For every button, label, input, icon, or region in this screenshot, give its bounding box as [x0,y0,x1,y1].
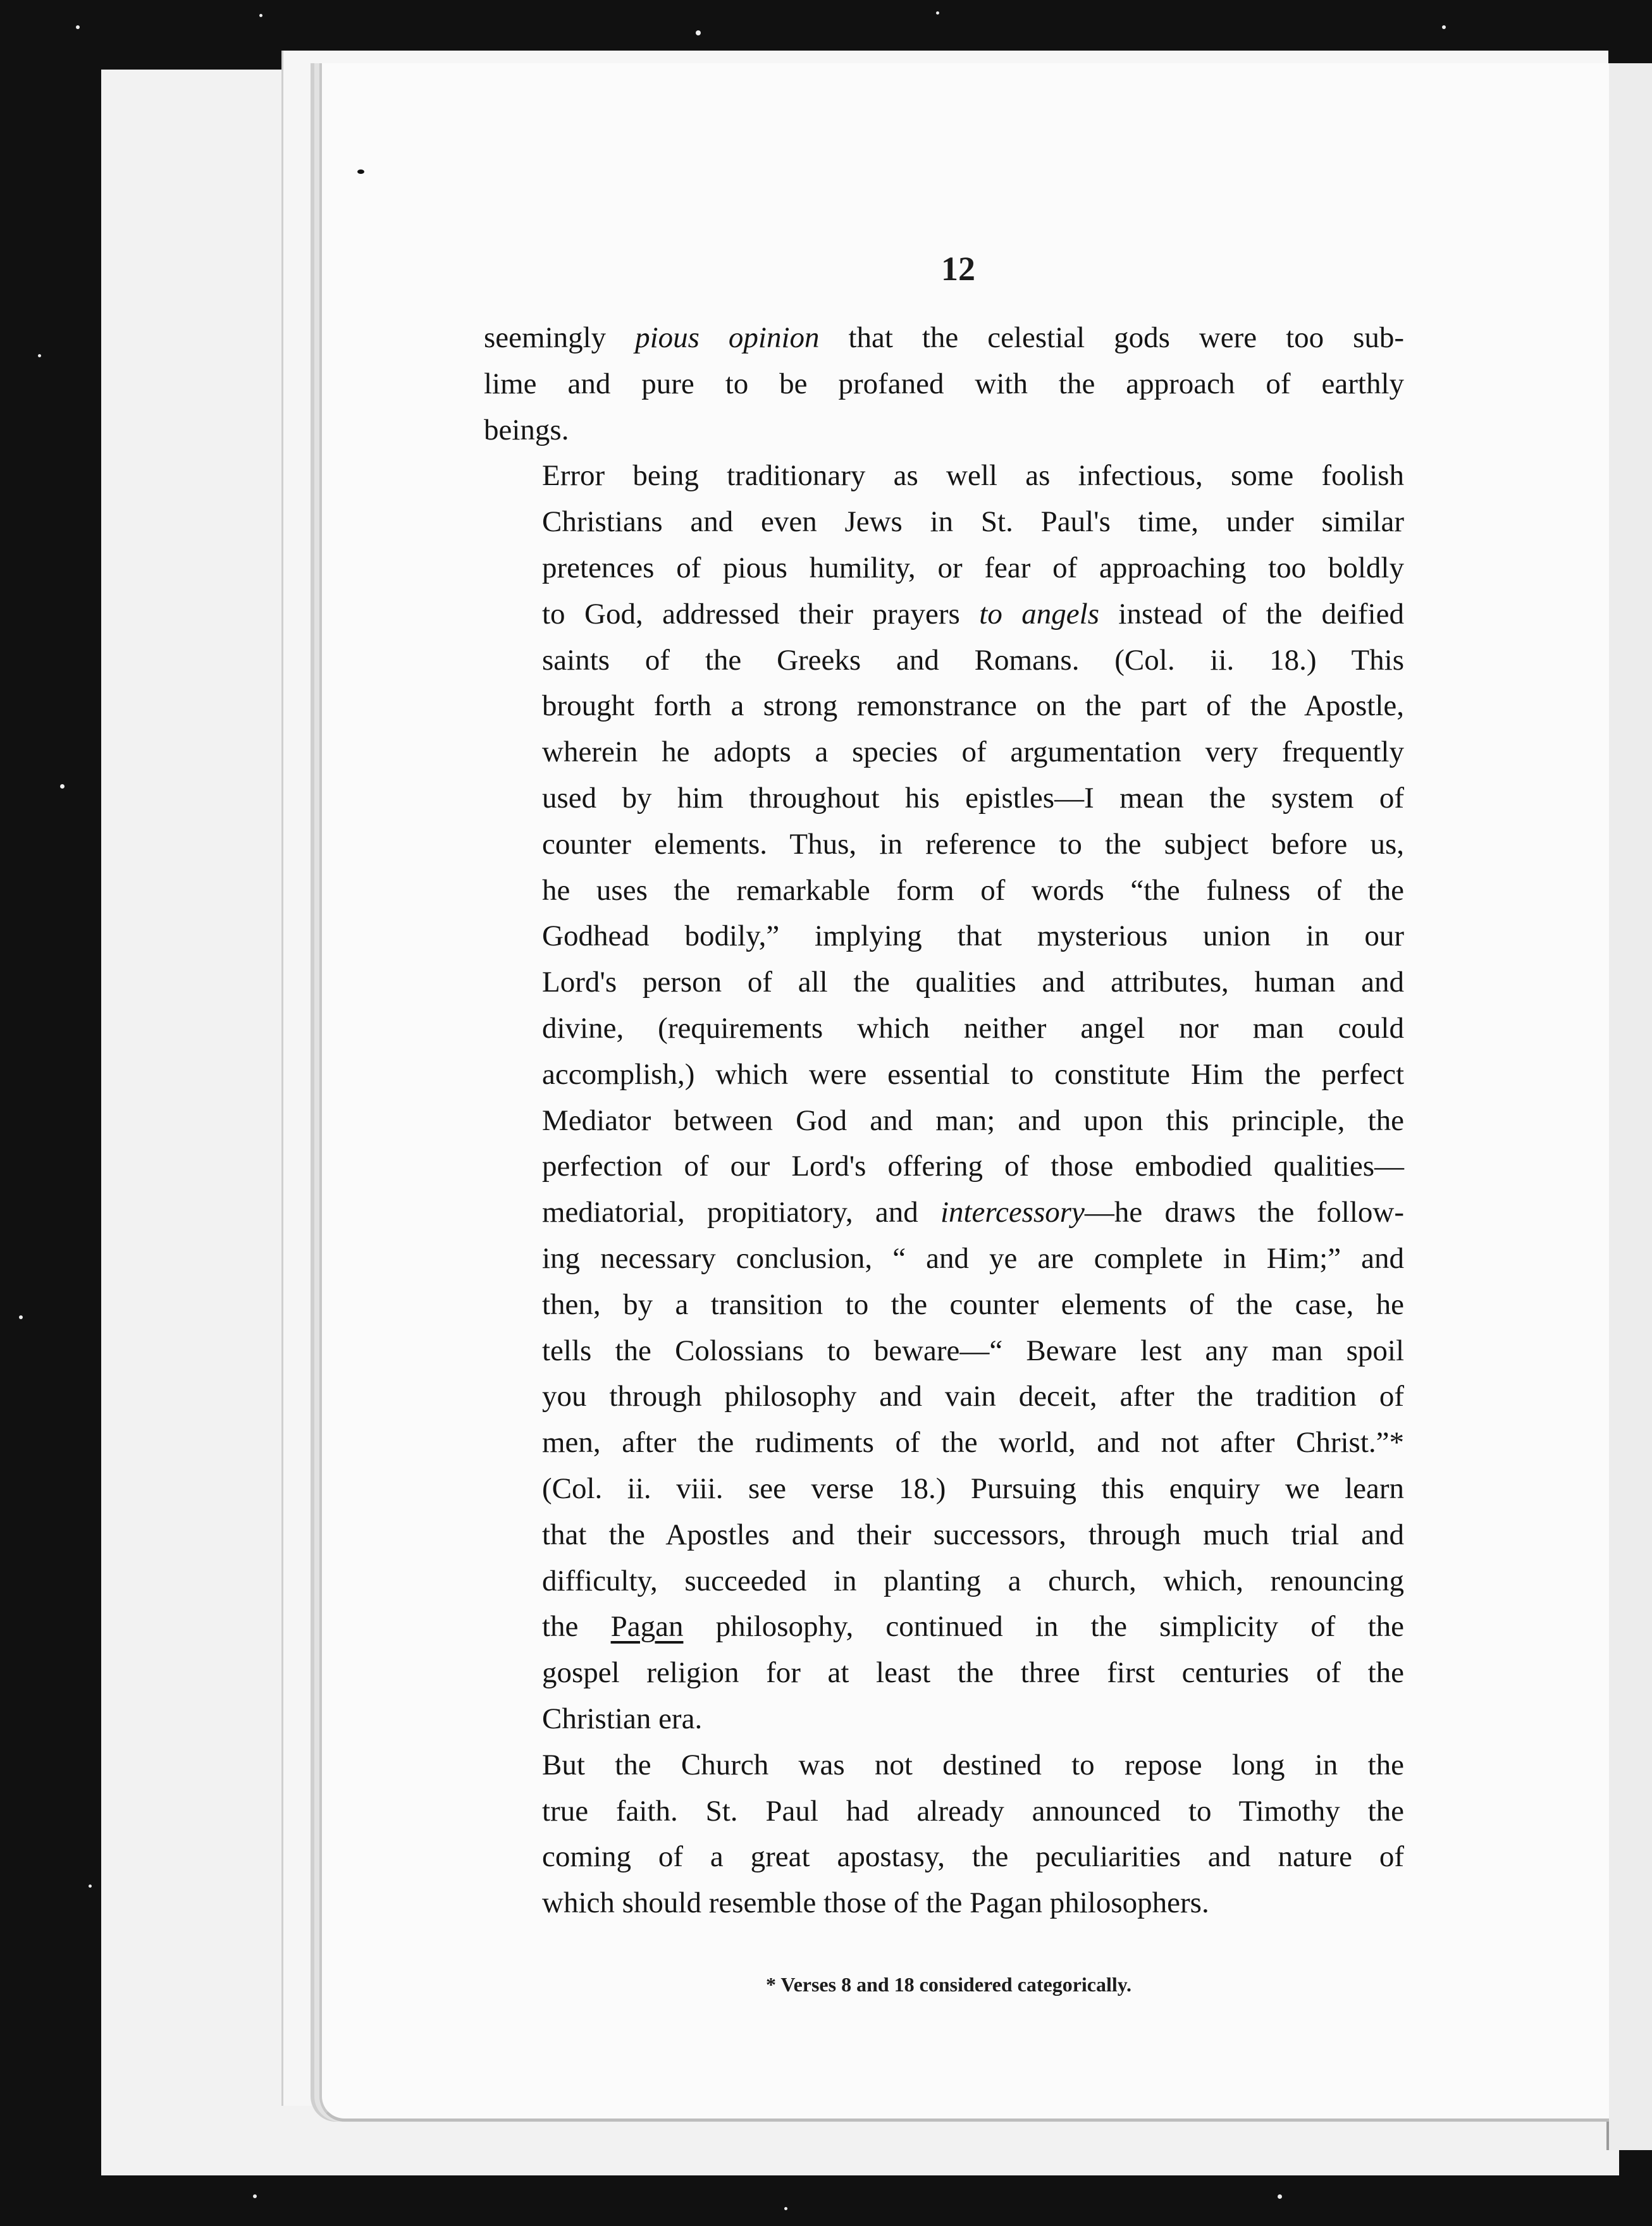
text-run: Godhead bodily,” implying that mysterious union in our [542,919,1404,953]
text-line [484,1558,1404,1604]
text-line [484,1190,1404,1236]
text-run: But the Church was not destined to repose long in the [542,1748,1404,1781]
text-run: —he draws the follow- [1084,1196,1405,1229]
text-line [484,1420,1404,1466]
underlined-text: Pagan [610,1610,684,1644]
text-line [484,821,1404,868]
text-line [484,1282,1404,1328]
text-line [484,1880,1404,1926]
paragraph [484,1742,1404,1926]
text-run: Lord's person of all the qualities and attributes, human and [542,966,1404,999]
text-run: (Col. ii. viii. see verse 18.) Pursuing this enquiry we learn [542,1472,1404,1505]
text-run: to God, addressed their prayers [542,597,980,630]
text-run: accomplish,) which were essential to constitute Him the perfect [542,1057,1404,1091]
text-run: Christian era. [542,1702,703,1735]
text-run: Christians and even Jews in St. Paul's time, under similar [542,505,1404,539]
text-run: beings. [484,413,569,446]
text-line [484,868,1404,914]
text-line [484,1696,1404,1742]
text-line [484,1005,1404,1052]
scan-speck [76,25,80,29]
text-run: pretences of pious humility, or fear of approaching too boldly [542,551,1404,584]
text-run: the [542,1610,611,1644]
text-run: that the Apostles and their successors, through much trial and [542,1518,1404,1551]
text-line [484,1834,1404,1880]
scan-speck [784,2207,787,2210]
text-line [484,499,1404,545]
text-run: counter elements. Thus, in reference to the subject before us, [542,827,1404,861]
paragraph [484,453,1404,1742]
text-line [484,361,1404,407]
italic-text: intercessory [940,1196,1085,1229]
page-number: 12 [941,250,975,288]
italic-text: to angels [979,597,1099,630]
text-line [484,591,1404,637]
text-run: saints of the Greeks and Romans. (Col. ii. 18.) This [542,643,1404,677]
text-run: he uses the remarkable form of words “the fulness of the [542,873,1404,907]
text-run: perfection of our Lord's offering of those embodied qualities— [542,1150,1404,1183]
scan-speck [38,354,41,357]
footnote: * Verses 8 and 18 considered categorically. [765,1973,1132,1996]
text-line [484,683,1404,729]
scan-speck [89,1885,92,1888]
text-line [484,315,1404,361]
text-line [484,1604,1404,1650]
text-line [484,1236,1404,1282]
text-run: Mediator between God and man; and upon this principle, the [542,1104,1404,1137]
text-run: gospel religion for at least the three first centuries of the [542,1656,1404,1690]
text-run: mediatorial, propitiatory, and [542,1196,940,1229]
text-run: true faith. St. Paul had already announced to Timothy the [542,1794,1404,1828]
text-run: lime and pure to be profaned with the approach of earthly [484,367,1404,400]
text-line [484,913,1404,959]
scan-speck [19,1315,23,1319]
right-page-edge [1606,63,1652,2150]
text-line [484,1143,1404,1190]
text-line [484,1742,1404,1788]
body-text [484,315,1404,1926]
text-line [484,453,1404,499]
scan-speck [259,14,262,17]
text-line [484,1466,1404,1512]
text-run: brought forth a strong remonstrance on the part of the Apostle, [542,689,1404,723]
text-line [484,775,1404,821]
scan-speck [60,784,65,789]
text-run: that the celestial gods were too sub- [819,321,1405,354]
scan-speck [1278,2194,1282,2199]
text-line [484,1052,1404,1098]
text-run: which should resemble those of the Pagan philosophers. [542,1886,1209,1920]
text-run: coming of a great apostasy, the peculiarities and nature of [542,1840,1404,1874]
text-run: wherein he adopts a species of argumentation very frequently [542,735,1404,769]
text-line [484,1374,1404,1420]
text-run: philosophy, continued in the simplicity of the [683,1610,1404,1644]
text-line [484,1098,1404,1144]
scan-speck [696,30,701,35]
text-run: difficulty, succeeded in planting a church, which, renouncing [542,1564,1404,1597]
text-run: you through philosophy and vain deceit, after the tradition of [542,1380,1404,1413]
text-line [484,545,1404,591]
text-line [484,1512,1404,1558]
text-line [484,729,1404,775]
scan-speck [253,2194,257,2198]
scan-speck [936,11,939,15]
text-line [484,959,1404,1005]
text-run: ing necessary conclusion, “ and ye are complete in Him;” and [542,1241,1404,1275]
text-run: seemingly [484,321,636,354]
italic-text: pious opinion [635,321,820,354]
text-run: tells the Colossians to beware—“ Beware lest any man spoil [542,1334,1404,1367]
text-run: divine, (requirements which neither angel nor man could [542,1011,1404,1045]
text-line [484,1788,1404,1835]
scan-speck [1442,25,1446,29]
text-line [484,407,1404,453]
text-run: instead of the deified [1099,597,1404,630]
text-run: then, by a transition to the counter elements of the case, he [542,1288,1404,1321]
paragraph [484,315,1404,453]
ink-dot [357,169,364,174]
text-run: men, after the rudiments of the world, and not after Christ.”* [542,1426,1404,1460]
text-run: Error being traditionary as well as infectious, some foolish [542,459,1404,493]
text-run: used by him throughout his epistles—I mean the system of [542,781,1404,815]
text-line [484,1650,1404,1696]
text-line [484,1328,1404,1374]
text-line [484,637,1404,684]
